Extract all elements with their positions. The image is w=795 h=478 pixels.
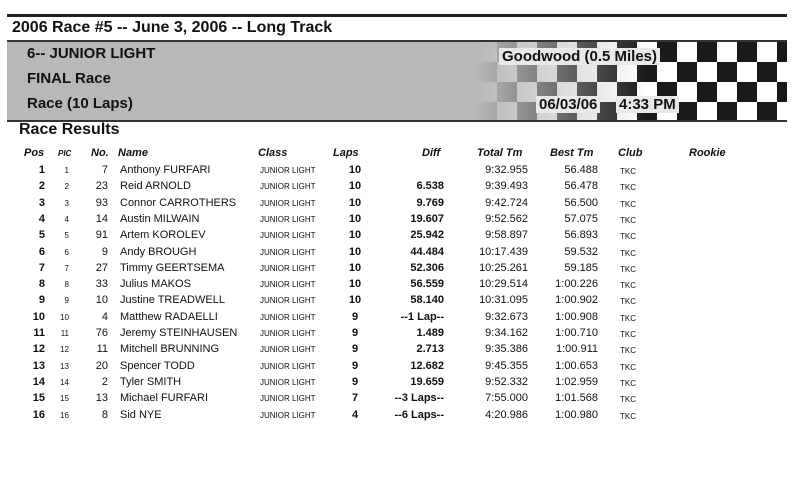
row-total-time: 9:58.897 — [485, 229, 528, 242]
row-best-time: 56.893 — [564, 229, 598, 242]
row-kart-number: 7 — [101, 164, 108, 176]
row-total-time: 9:32.673 — [485, 310, 528, 323]
table-row — [0, 311, 795, 328]
row-club: TKC — [620, 281, 636, 291]
table-row — [0, 327, 795, 344]
table-row — [0, 262, 795, 279]
row-driver-name: Andy BROUGH — [120, 245, 197, 258]
row-pic: 11 — [60, 329, 69, 338]
table-row — [0, 392, 795, 409]
table-row — [0, 197, 795, 214]
row-pic: 9 — [64, 296, 69, 306]
row-best-time: 1:00.908 — [555, 310, 598, 323]
row-best-time: 56.478 — [564, 180, 598, 193]
table-row — [0, 278, 795, 295]
row-laps: 10 — [348, 294, 362, 307]
row-class: JUNIOR LIGHT — [260, 280, 316, 290]
row-driver-name: Spencer TODD — [120, 359, 195, 372]
row-pic: 5 — [64, 231, 69, 241]
race-laps: Race (10 Laps) — [27, 95, 133, 112]
row-position: 8 — [38, 278, 45, 291]
row-kart-number: 27 — [95, 261, 108, 274]
row-laps: 9 — [351, 375, 359, 388]
row-total-time: 10:29.514 — [479, 278, 528, 291]
row-diff: --3 Laps-- — [394, 392, 444, 405]
row-kart-number: 23 — [95, 180, 108, 193]
row-driver-name: Connor CARROTHERS — [120, 196, 237, 209]
row-position: 16 — [32, 408, 45, 421]
row-class: JUNIOR LIGHT — [260, 377, 316, 387]
col-best-time: Best Tm — [550, 147, 594, 159]
row-best-time: 1:00.911 — [555, 343, 598, 356]
row-club: TKC — [620, 378, 636, 388]
row-club: TKC — [620, 313, 636, 323]
table-row — [0, 294, 795, 311]
row-best-time: 1:00.226 — [555, 278, 598, 291]
row-kart-number: 4 — [101, 310, 108, 323]
row-kart-number: 33 — [95, 278, 108, 291]
row-position: 3 — [38, 196, 45, 209]
row-laps: 10 — [348, 196, 362, 209]
row-laps: 9 — [351, 327, 359, 339]
row-class: JUNIOR LIGHT — [260, 410, 316, 420]
table-row — [0, 213, 795, 230]
row-total-time: 10:25.261 — [479, 261, 528, 274]
row-pic: 7 — [64, 263, 69, 273]
row-class: JUNIOR LIGHT — [260, 214, 316, 224]
col-rookie: Rookie — [689, 147, 726, 159]
row-kart-number: 2 — [101, 375, 108, 388]
table-row — [0, 246, 795, 263]
row-best-time: 1:02.959 — [555, 375, 598, 388]
row-best-time: 1:00.902 — [555, 294, 598, 307]
row-club: TKC — [620, 167, 636, 176]
row-club: TKC — [620, 183, 636, 193]
row-class: JUNIOR LIGHT — [260, 231, 316, 241]
row-pic: 13 — [60, 361, 69, 371]
row-best-time: 1:00.710 — [555, 327, 598, 339]
row-kart-number: 20 — [95, 359, 108, 372]
row-laps: 10 — [348, 278, 362, 291]
row-pic: 8 — [64, 280, 69, 290]
row-position: 10 — [32, 310, 45, 323]
row-kart-number: 93 — [95, 196, 108, 209]
row-diff: 9.769 — [416, 196, 444, 209]
row-diff: 12.682 — [410, 359, 444, 372]
row-laps: 7 — [351, 392, 359, 405]
row-diff: 1.489 — [416, 327, 444, 339]
row-driver-name: Timmy GEERTSEMA — [120, 261, 225, 274]
row-total-time: 10:31.095 — [479, 294, 528, 307]
row-driver-name: Justine TREADWELL — [120, 294, 225, 307]
table-row — [0, 180, 795, 197]
row-club: TKC — [620, 395, 636, 405]
row-pic: 10 — [60, 312, 69, 322]
row-position: 15 — [32, 392, 45, 405]
row-diff: 19.659 — [410, 375, 444, 388]
row-club: TKC — [620, 330, 636, 339]
row-diff: 56.559 — [410, 278, 444, 291]
row-total-time: 4:20.986 — [485, 408, 528, 421]
row-best-time: 1:00.980 — [555, 408, 598, 421]
row-kart-number: 91 — [95, 229, 108, 242]
row-total-time: 9:52.562 — [485, 212, 528, 225]
col-diff: Diff — [422, 147, 441, 159]
row-pic: 4 — [64, 214, 69, 224]
table-row — [0, 343, 795, 360]
col-class: Class — [258, 147, 288, 159]
row-club: TKC — [620, 248, 636, 258]
row-class: JUNIOR LIGHT — [260, 345, 316, 355]
row-kart-number: 14 — [95, 212, 108, 225]
row-laps: 10 — [348, 164, 362, 176]
row-kart-number: 8 — [101, 408, 108, 421]
row-laps: 10 — [348, 229, 362, 242]
row-diff: 19.607 — [410, 212, 444, 225]
row-laps: 9 — [351, 359, 359, 372]
row-club: TKC — [620, 264, 636, 274]
row-position: 1 — [38, 164, 45, 176]
row-class: JUNIOR LIGHT — [260, 198, 316, 208]
row-best-time: 56.488 — [564, 164, 598, 176]
row-pic: 14 — [60, 377, 69, 387]
row-driver-name: Sid NYE — [120, 408, 162, 421]
row-position: 7 — [38, 261, 45, 274]
row-class: JUNIOR LIGHT — [260, 182, 316, 192]
row-diff: 2.713 — [416, 343, 444, 356]
row-club: TKC — [620, 215, 636, 225]
row-driver-name: Artem KOROLEV — [120, 229, 206, 242]
top-rule — [7, 14, 787, 17]
row-pic: 12 — [60, 345, 69, 355]
row-club: TKC — [620, 411, 636, 421]
row-best-time: 1:01.568 — [555, 392, 598, 405]
col-total-time: Total Tm — [477, 147, 523, 159]
row-driver-name: Austin MILWAIN — [120, 212, 200, 225]
row-class: JUNIOR LIGHT — [260, 247, 316, 257]
row-kart-number: 10 — [95, 294, 108, 307]
row-driver-name: Matthew RADAELLI — [120, 310, 218, 323]
col-laps: Laps — [333, 147, 359, 159]
row-club: TKC — [620, 297, 636, 307]
row-position: 14 — [32, 375, 45, 388]
row-laps: 10 — [348, 180, 362, 193]
row-pic: 16 — [60, 410, 69, 420]
row-driver-name: Jeremy STEINHAUSEN — [120, 327, 238, 339]
row-pic: 15 — [60, 394, 69, 404]
row-total-time: 7:55.000 — [485, 392, 528, 405]
row-total-time: 9:42.724 — [485, 196, 528, 209]
race-type: FINAL Race — [27, 70, 111, 87]
row-kart-number: 9 — [101, 245, 108, 258]
row-club: TKC — [620, 199, 636, 209]
row-kart-number: 13 — [95, 392, 108, 405]
race-title: 2006 Race #5 -- June 3, 2006 -- Long Track — [12, 19, 333, 36]
results-title: Race Results — [19, 121, 120, 138]
row-club: TKC — [620, 232, 636, 242]
row-best-time: 1:00.653 — [555, 359, 598, 372]
col-no: No. — [91, 147, 109, 159]
row-best-time: 59.532 — [564, 245, 598, 258]
row-position: 11 — [33, 327, 45, 339]
row-driver-name: Anthony FURFARI — [120, 164, 211, 176]
row-position: 6 — [38, 245, 45, 258]
row-total-time: 9:32.955 — [485, 164, 528, 176]
row-diff: 6.538 — [416, 180, 444, 193]
row-laps: 9 — [351, 343, 359, 356]
race-time: 4:33 PM — [616, 96, 679, 113]
col-name: Name — [118, 147, 148, 159]
row-pic: 2 — [64, 182, 69, 192]
row-laps: 10 — [348, 245, 362, 258]
row-total-time: 9:45.355 — [485, 359, 528, 372]
row-total-time: 9:34.162 — [485, 327, 528, 339]
row-laps: 10 — [348, 212, 362, 225]
row-class: JUNIOR LIGHT — [260, 166, 316, 175]
row-class: JUNIOR LIGHT — [260, 263, 316, 273]
row-pic: 1 — [64, 166, 69, 175]
row-position: 9 — [38, 294, 45, 307]
table-row — [0, 164, 795, 181]
row-position: 5 — [38, 229, 45, 242]
row-total-time: 9:39.493 — [485, 180, 528, 193]
row-best-time: 59.185 — [564, 261, 598, 274]
table-row — [0, 376, 795, 393]
row-total-time: 9:52.332 — [485, 375, 528, 388]
row-position: 2 — [38, 180, 45, 193]
row-laps: 10 — [348, 261, 362, 274]
row-class: JUNIOR LIGHT — [260, 361, 316, 371]
row-total-time: 9:35.386 — [485, 343, 528, 356]
row-position: 4 — [38, 212, 45, 225]
row-diff: 25.942 — [410, 229, 444, 242]
row-diff: 52.306 — [410, 261, 444, 274]
row-club: TKC — [620, 346, 636, 356]
row-laps: 4 — [351, 408, 359, 421]
race-date: 06/03/06 — [536, 96, 600, 113]
row-best-time: 57.075 — [564, 212, 598, 225]
track-name: Goodwood (0.5 Miles) — [499, 48, 660, 65]
row-driver-name: Tyler SMITH — [120, 375, 182, 388]
table-row — [0, 409, 795, 426]
table-row — [0, 229, 795, 246]
row-driver-name: Michael FURFARI — [120, 392, 209, 405]
row-kart-number: 76 — [95, 327, 108, 339]
class-line: 6-- JUNIOR LIGHT — [27, 45, 156, 62]
row-position: 13 — [32, 359, 45, 372]
race-banner — [7, 40, 787, 122]
row-position: 12 — [32, 343, 45, 356]
col-club: Club — [618, 147, 643, 159]
row-class: JUNIOR LIGHT — [260, 394, 316, 404]
row-driver-name: Mitchell BRUNNING — [120, 343, 220, 356]
row-class: JUNIOR LIGHT — [260, 296, 316, 306]
row-total-time: 10:17.439 — [479, 245, 528, 258]
row-kart-number: 11 — [96, 343, 108, 356]
row-pic: 6 — [64, 247, 69, 257]
row-class: JUNIOR LIGHT — [260, 312, 316, 322]
row-driver-name: Julius MAKOS — [120, 278, 191, 291]
col-pic: PIC — [58, 149, 72, 158]
row-driver-name: Reid ARNOLD — [120, 180, 191, 193]
row-club: TKC — [620, 362, 636, 372]
row-diff: 44.484 — [410, 245, 444, 258]
row-laps: 9 — [351, 310, 359, 323]
row-diff: --1 Lap-- — [400, 310, 444, 323]
row-diff: 58.140 — [410, 294, 444, 307]
row-class: JUNIOR LIGHT — [260, 329, 316, 338]
row-diff: --6 Laps-- — [394, 408, 444, 421]
col-pos: Pos — [24, 147, 45, 159]
table-row — [0, 360, 795, 377]
row-best-time: 56.500 — [564, 196, 598, 209]
row-pic: 3 — [64, 198, 69, 208]
